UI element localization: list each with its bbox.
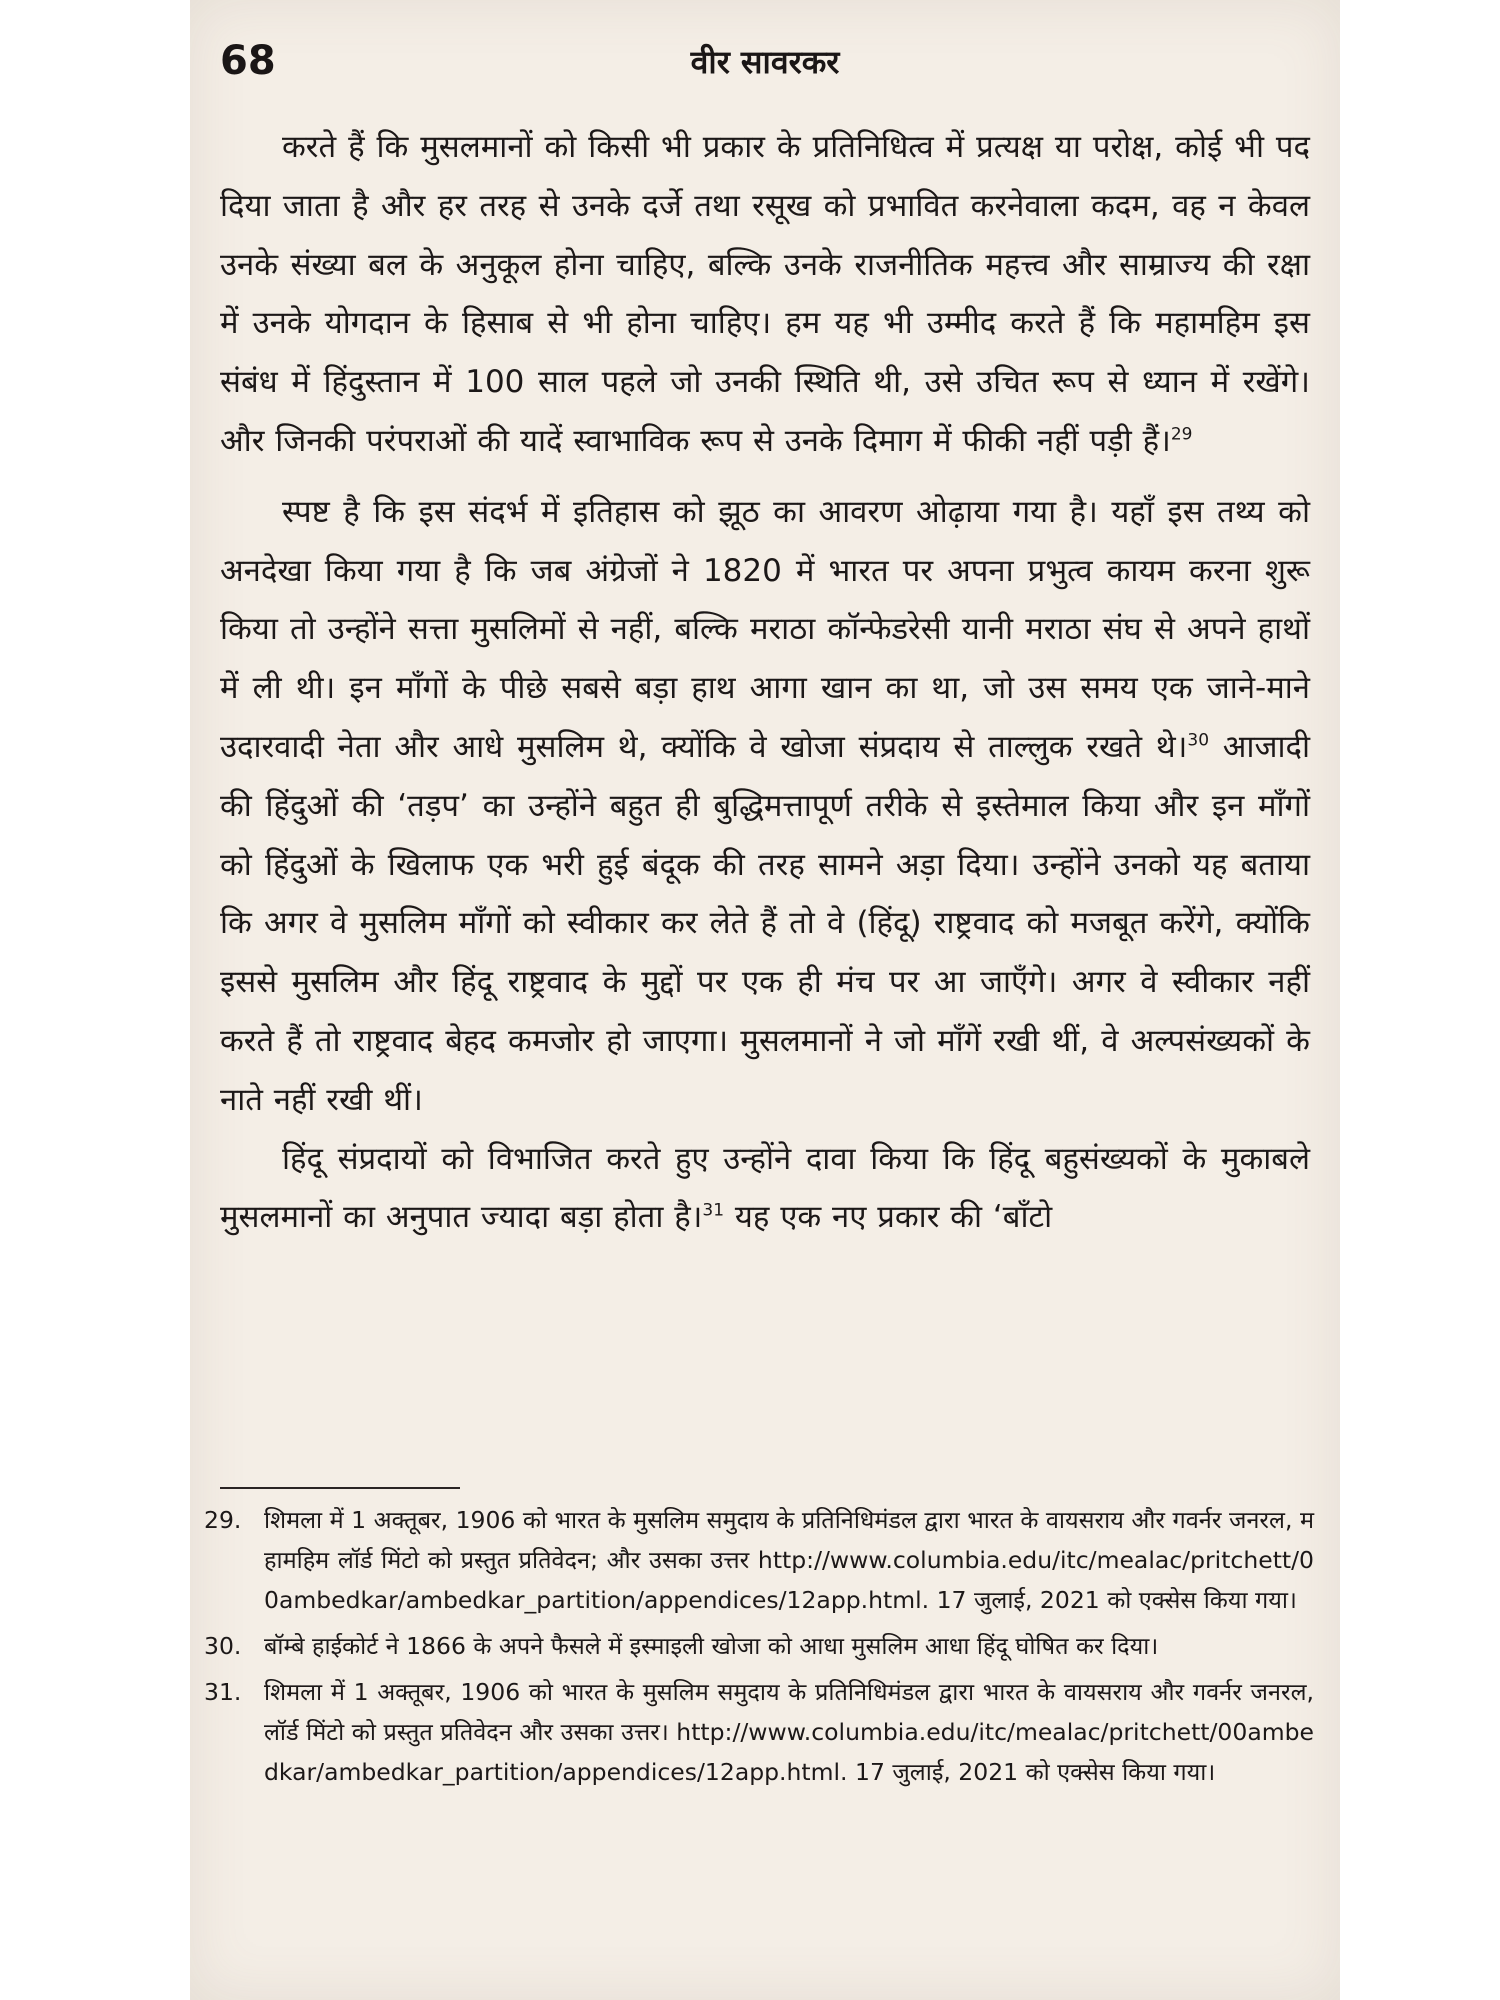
footnotes bbox=[204, 1500, 1314, 1798]
footnote-text: शिमला में 1 अक्तूबर, 1906 को भारत के मुसलिम समुदाय के प्रतिनिधिमंडल द्वारा भारत के वायसराय और गवर्नर जनरल, महामहिम लॉर्ड मिंटो को प्रस्तुत प्रतिवेदन; और उसका उत्तर http://www.columbia.edu/itc/mealac/pritchett/00ambedkar/ambedkar_partition/appendices/12app.html. 17 जुलाई, 2021 को एक्सेस किया गया। bbox=[264, 1506, 1314, 1614]
footnote-text: बॉम्बे हाईकोर्ट ने 1866 के अपने फैसले में इस्माइली खोजा को आधा मुसलिम आधा हिंदू घोषित कर दिया। bbox=[264, 1632, 1159, 1660]
footnote-number: 30. bbox=[204, 1632, 242, 1660]
paragraph-1-text: करते हैं कि मुसलमानों को किसी भी प्रकार के प्रतिनिधित्व में प्रत्यक्ष या परोक्ष, कोई भी पद दिया जाता है और हर तरह से उनके दर्जे तथा रसूख को प्रभावित करनेवाला कदम, वह न केवल उनके संख्या बल के अनुकूल होना चाहिए, बल्कि उनके राजनीतिक महत्त्व और साम्राज्य की रक्षा में उनके योगदान के हिसाब से भी होना चाहिए। हम यह भी उम्मीद करते हैं कि महामहिम इस संबंध में हिंदुस्तान में 100 साल पहले जो उनकी स्थिति थी, उसे उचित रूप से ध्यान में रखेंगे। और जिनकी परंपराओं की यादें स्वाभाविक रूप से उनके दिमाग में फीकी नहीं पड़ी हैं। bbox=[220, 129, 1310, 459]
footnote-number: 29. bbox=[204, 1506, 242, 1534]
footnote-30 bbox=[204, 1626, 1314, 1666]
book-page bbox=[190, 0, 1340, 2000]
body-text bbox=[220, 118, 1310, 1247]
paragraph-2-text: स्पष्ट है कि इस संदर्भ में इतिहास को झूठ का आवरण ओढ़ाया गया है। यहाँ इस तथ्य को अनदेखा किया गया है कि जब अंग्रेजों ने 1820 में भारत पर अपना प्रभुत्व कायम करना शुरू किया तो उन्होंने सत्ता मुसलिमों से नहीं, बल्कि मराठा कॉन्फेडरेसी यानी मराठा संघ से अपने हाथों में ली थी। इन माँगों के पीछे सबसे बड़ा हाथ आगा खान का था, जो उस समय एक जाने-माने उदारवादी नेता और आधे मुसलिम थे, क्योंकि वे खोजा संप्रदाय से ताल्लुक रखते थे। bbox=[220, 493, 1310, 765]
footnote-ref-30: 30 bbox=[1187, 730, 1210, 751]
footnote-text: शिमला में 1 अक्तूबर, 1906 को भारत के मुसलिम समुदाय के प्रतिनिधिमंडल द्वारा भारत के वायसराय और गवर्नर जनरल, लॉर्ड मिंटो को प्रस्तुत प्रतिवेदन और उसका उत्तर। http://www.columbia.edu/itc/mealac/pritchett/00ambedkar/ambedkar_partition/appendices/12app.html. 17 जुलाई, 2021 को एक्सेस किया गया। bbox=[264, 1678, 1314, 1786]
paragraph-3-text: हिंदू संप्रदायों को विभाजित करते हुए उन्होंने दावा किया कि हिंदू बहुसंख्यकों के मुकाबले मुसलमानों का अनुपात ज्यादा बड़ा होता है। bbox=[220, 1140, 1310, 1236]
paragraph-2-cont-text: आजादी की हिंदुओं की ‘तड़प’ का उन्होंने बहुत ही बुद्धिमत्तापूर्ण तरीके से इस्तेमाल किया और इन माँगों को हिंदुओं के खिलाफ एक भरी हुई बंदूक की तरह सामने अड़ा दिया। उन्होंने उनको यह बताया कि अगर वे मुसलिम माँगों को स्वीकार कर लेते हैं तो वे (हिंदू) राष्ट्रवाद को मजबूत करेंगे, क्योंकि इससे मुसलिम और हिंदू राष्ट्रवाद के मुद्दों पर एक ही मंच पर आ जाएँगे। अगर वे स्वीकार नहीं करते हैं तो राष्ट्रवाद बेहद कमजोर हो जाएगा। मुसलमानों ने जो माँगें रखी थीं, वे अल्पसंख्यकों के नाते नहीं रखी थीं। bbox=[220, 728, 1310, 1118]
page-header bbox=[190, 38, 1340, 98]
footnote-ref-29: 29 bbox=[1170, 424, 1193, 445]
footnote-ref-31: 31 bbox=[702, 1201, 725, 1222]
paragraph-2 bbox=[220, 483, 1310, 1130]
paragraph-3-cont-text: यह एक नए प्रकार की ‘बाँटो bbox=[734, 1199, 1053, 1236]
footnote-31 bbox=[204, 1672, 1314, 1792]
footnote-divider bbox=[220, 1487, 460, 1489]
page-number: 68 bbox=[220, 38, 276, 84]
footnote-29 bbox=[204, 1500, 1314, 1620]
paragraph-1 bbox=[220, 118, 1310, 471]
paragraph-3 bbox=[220, 1130, 1310, 1248]
running-title: वीर सावरकर bbox=[690, 43, 840, 81]
footnote-number: 31. bbox=[204, 1678, 242, 1706]
